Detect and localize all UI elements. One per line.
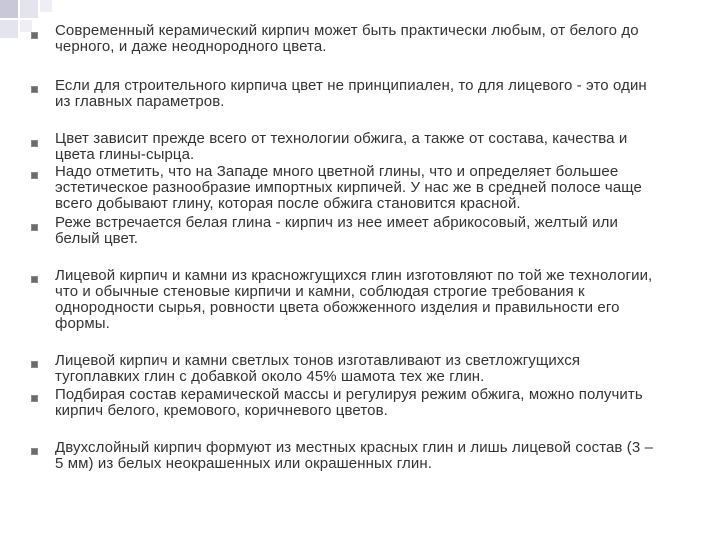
- paragraph-text: Реже встречается белая глина - кирпич из нее имеет абрикосовый, желтый или белый цвет.: [55, 214, 618, 247]
- bullet-square-icon: [31, 140, 38, 147]
- bullet-square-icon: [31, 172, 38, 179]
- bullet-square-icon: [31, 224, 38, 231]
- paragraph-text: Двухслойный кирпич формуют из местных красных глин и лишь лицевой состав (3 – 5 мм) из белых неокрашенных или окрашенных глин.: [55, 439, 654, 472]
- paragraph-text: Цвет зависит прежде всего от технологии обжига, а также от состава, качества и цвета глины-сырца.: [55, 130, 628, 163]
- paragraph-text: Лицевой кирпич и камни из красножгущихся глин изготовляют по той же технологии, что и обычные стеновые кирпичи и камни, соблюдая строгие требования к однородности сырья, ровности цвета обожженного изделия и правильности его формы.: [55, 267, 653, 332]
- paragraph-text: Если для строительного кирпича цвет не принципиален, то для лицевого - это один из главных параметров.: [55, 77, 647, 110]
- bullet-square-icon: [31, 361, 38, 368]
- bullet-square-icon: [31, 276, 38, 283]
- bullet-square-icon: [31, 86, 38, 93]
- paragraph-text: Подбирая состав керамической массы и регулируя режим обжига, можно получить кирпич белого, кремового, коричневого цветов.: [55, 386, 643, 419]
- paragraph-text: Современный керамический кирпич может быть практически любым, от белого до черного, и даже неоднородного цвета.: [55, 22, 639, 55]
- bullet-square-icon: [31, 448, 38, 455]
- paragraph-text: Лицевой кирпич и камни светлых тонов изготавливают из светложгущихся тугоплавких глин с добавкой около 45% шамота тех же глин.: [55, 352, 581, 385]
- paragraph-text: Надо отметить, что на Западе много цветной глины, что и определяет большее эстетическое разнообразие импортных кирпичей. У нас же в средней полосе чаще всего добывают глину, которая после обжига становится красной.: [55, 163, 642, 212]
- bullet-square-icon: [31, 395, 38, 402]
- bullet-square-icon: [31, 32, 38, 39]
